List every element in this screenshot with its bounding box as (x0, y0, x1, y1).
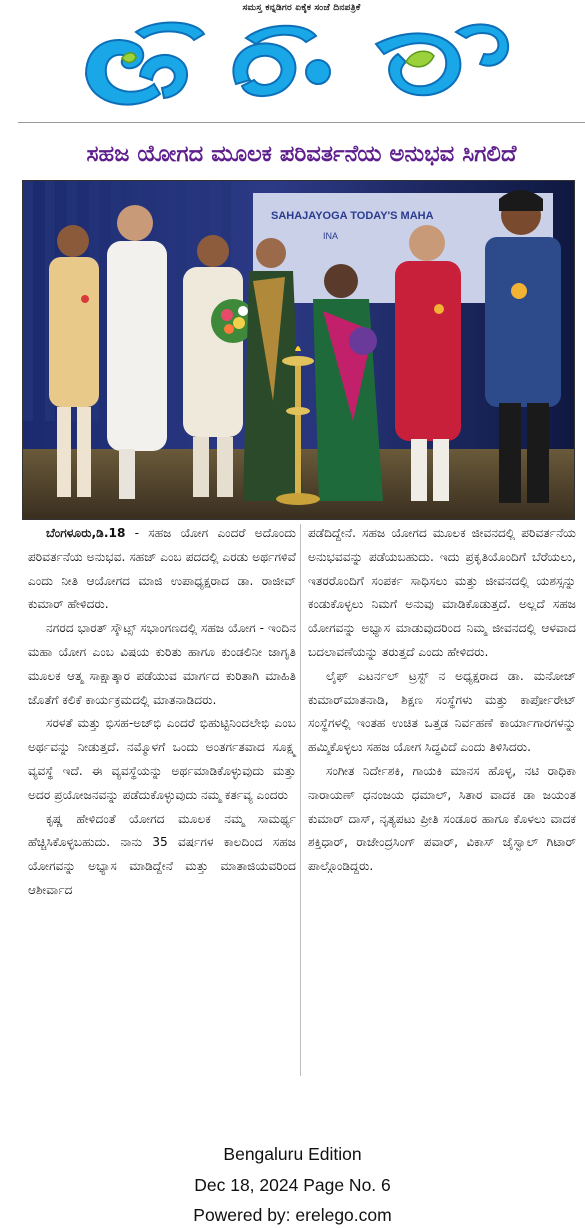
masthead-tagline: ಸಮಸ್ತ ಕನ್ನಡಿಗರ ಏಕೈಕ ಸಂಜೆ ದಿನಪತ್ರಿಕೆ (242, 3, 361, 13)
stage-banner-subtext: INA (323, 231, 339, 241)
stage-banner-text: SAHAJAYOGA TODAY'S MAHA (271, 210, 434, 222)
newspaper-logo (76, 14, 516, 110)
article-paragraph: ನಗರದ ಭಾರತ್ ಸ್ಕೌಟ್ಸ್ ಸಭಾಂಗಣದಲ್ಲಿ ಸಹಜ ಯೋಗ - ಇಂದಿನ ಮಹಾ ಯೋಗ ಎಂಬ ವಿಷಯ ಕುರಿತು ಹಾಗೂ ಕುಂಡಲಿನೀ ಜಾಗೃತಿ ಮೂಲಕ ಆತ್ಮ ಸಾಕ್ಷಾತ್ಕಾರ ಪಡೆಯುವ ಮಾರ್ಗದ ಕುರಿತಾಗಿ ಮಾಹಿತಿ ಜೊತೆಗೆ ಕಲಿಕೆ ಕಾರ್ಯಕ್ರಮದಲ್ಲಿ ಮಾತನಾಡಿದರು. (28, 621, 296, 707)
article-paragraph: ಸಂಗೀತ ನಿರ್ದೇಶಕಿ, ಗಾಯಕಿ ಮಾನಸ ಹೊಳ್ಳ, ನಟಿ ರಾಧಿಕಾ ನಾರಾಯಣ್ ಧನಂಜಯ ಧಮಾಲ್, ಸಿತಾರ ವಾದಕ ಡಾ ಜಯಂತ ಕುಮಾರ್ ದಾಸ್, ನೃತ್ಯಪಟು ಪ್ರೀತಿ ಸಂಡೂರ ಹಾಗೂ ಕೊಳಲು ವಾದಕ ಶಕ್ತಿಧಾರ್, ರಾಜೇಂದ್ರಸಿಂಗ್ ಪವಾರ್, ವಿಕಾಸ್ ಜೈಸ್ವಾಲ್ ಗಿಟಾರ್ ಪಾಲ್ಗೊಂಡಿದ್ದರು. (308, 763, 576, 874)
article-headline: ಸಹಜ ಯೋಗದ ಮೂಲಕ ಪರಿವರ್ತನೆಯ ಅನುಭವ ಸಿಗಲಿದೆ (86, 141, 517, 167)
masthead-rule (18, 122, 585, 123)
article-paragraph: ಪಡೆದಿದ್ದೇನೆ. ಸಹಜ ಯೋಗದ ಮೂಲಕ ಜೀವನದಲ್ಲಿ ಪರಿವರ್ತನೆಯ ಅನುಭವವನ್ನು ಪಡೆಯಬಹುದು. ಇದು ಪ್ರಕೃತಿಯೊಂದಿಗೆ ಬೆರೆಯಲು, ಇತರರೊಂದಿಗೆ ಸಂಪರ್ಕ ಸಾಧಿಸಲು ಮತ್ತು ಜೀವನದಲ್ಲಿ ಯಶಸ್ಸನ್ನು ಕಂಡುಕೊಳ್ಳಲು ನಿಮಗೆ ಅನುವು ಮಾಡಿಕೊಡುತ್ತದೆ. ಅಲ್ಲದೆ ಸಹಜ ಯೋಗವನ್ನು ಅಭ್ಯಾಸ ಮಾಡುವುದರಿಂದ ನಿಮ್ಮ ಜೀವನದಲ್ಲಿ ಆಳವಾದ ಬದಲಾವಣೆಯನ್ನು ತರುತ್ತದೆ ಎಂದು ಹೇಳಿದರು. (308, 526, 576, 659)
article-column-left (28, 522, 296, 903)
article-body (22, 522, 576, 1082)
article-paragraph: ಸರಳತೆ ಮತ್ತು ಭಿಸಹ-ಅಜ್‌ಭಿ ಎಂದರೆ ಭಿಹುಟ್ಟಿನಿಂದಲೇಭಿ ಎಂಬ ಅರ್ಥವನ್ನು ನೀಡುತ್ತದೆ. ನಮ್ಮೊಳಗೆ ಒಂದು ಅಂತರ್ಗತವಾದ ಸೂಕ್ಷ್ಮ ವ್ಯವಸ್ಥೆ ಇದೆ. ಈ ವ್ಯವಸ್ಥೆಯನ್ನು ಅರ್ಥಮಾಡಿಕೊಳ್ಳುವುದು ಮತ್ತು ಅದರ ಪ್ರಯೋಜನವನ್ನು ಪಡೆದುಕೊಳ್ಳುವುದು ನಮ್ಮ ಕರ್ತವ್ಯ ಎಂದರು (28, 716, 296, 802)
article-paragraph: ಲೈಫ್ ಎಟರ್ನಲ್ ಟ್ರಸ್ಟ್ ನ ಅಧ್ಯಕ್ಷರಾದ ಡಾ. ಮನೋಜ್ ಕುಮಾರ್‌ಮಾತನಾಡಿ, ಶಿಕ್ಷಣ ಸಂಸ್ಥೆಗಳು ಮತ್ತು ಕಾರ್ಪೋರೇಟ್ ಸಂಸ್ಥೆಗಳಲ್ಲಿ ಇಂತಹ ಉಚಿತ ಒತ್ತಡ ನಿರ್ವಹಣೆ ಕಾರ್ಯಾಗಾರಗಳನ್ನು ಹಮ್ಮಿಕೊಳ್ಳಲು ಸಹಜ ಯೋಗ ಸಿದ್ಧವಿದೆ ಎಂದು ತಿಳಿಸಿದರು. (308, 668, 576, 755)
event-photo-graphic (23, 181, 574, 519)
footer-edition: Bengaluru Edition (223, 1144, 362, 1164)
footer-powered-by: Powered by: erelego.com (193, 1205, 392, 1225)
article-column-right (308, 522, 576, 879)
article-paragraph (28, 522, 296, 617)
logo-graphic (76, 14, 516, 110)
footer-date-page: Dec 18, 2024 Page No. 6 (194, 1175, 391, 1195)
event-photo (22, 180, 575, 520)
article-paragraph-text: - ಸಹಜ ಯೋಗ ಎಂದರೆ ಅದೊಂದು ಪರಿವರ್ತನೆಯ ಅನುಭವ. ಸಹಜ್ ಎಂಬ ಪದದಲ್ಲಿ ಎರಡು ಅರ್ಥಗಳಿವೆ ಎಂದು ನೀತಿ ಆಯೋಗದ ಮಾಜಿ ಉಪಾಧ್ಯಕ್ಷರಾದ ಡಾ. ರಾಜೀವ್ ಕುಮಾರ್ ಹೇಳಿದರು. (28, 526, 297, 612)
article-dateline: ಬೆಂಗಳೂರು,ಡಿ.18 (46, 526, 126, 540)
column-divider (300, 524, 301, 1076)
masthead (18, 0, 585, 122)
article-paragraph: ಕೃಷ್ಣ ಹೇಳಿದಂತೆ ಯೋಗದ ಮೂಲಕ ನಮ್ಮ ಸಾಮರ್ಥ್ಯ ಹೆಚ್ಚಿಸಿಕೊಳ್ಳಬಹುದು. ನಾನು 35 ವರ್ಷಗಳ ಕಾಲದಿಂದ ಸಹಜ ಯೋಗವನ್ನು ಅಭ್ಯಾಸ ಮಾಡಿದ್ದೇನೆ ಮತ್ತು ಮಾತಾಜಿಯವರಿಂದ ಆಶೀರ್ವಾದ (28, 811, 296, 897)
